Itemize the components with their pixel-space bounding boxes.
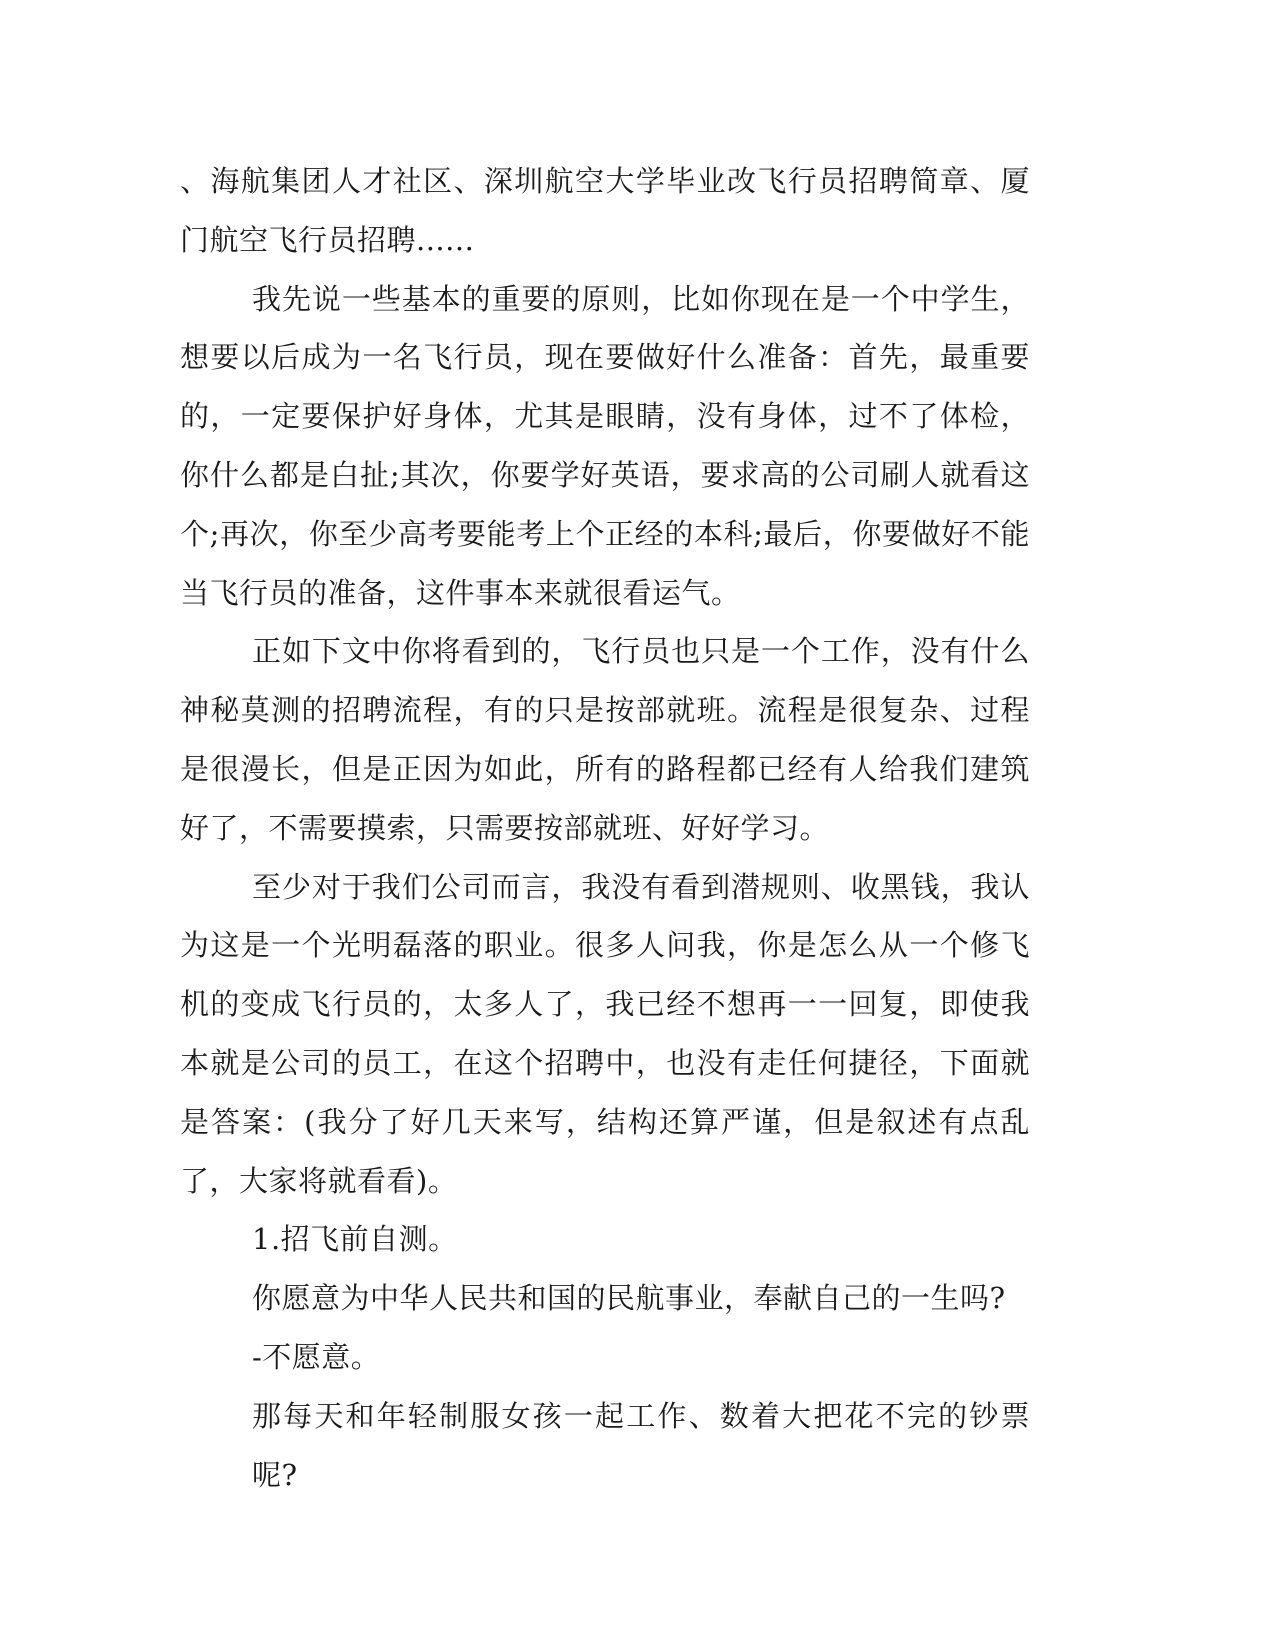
paragraph-3: 正如下文中你将看到的，飞行员也只是一个工作，没有什么神秘莫测的招聘流程，有的只是按部就班。流程是很复杂、过程是很漫长，但是正因为如此，所有的路程都已经有人给我们建筑好了，不需要摸索，只需要按部就班、好好学习。 [180, 634, 1030, 845]
paragraph-1: 、海航集团人才社区、深圳航空大学毕业改飞行员招聘简章、厦门航空飞行员招聘...... [180, 164, 1030, 257]
paragraph-2: 我先说一些基本的重要的原则，比如你现在是一个中学生，想要以后成为一名飞行员，现在要做好什么准备：首先，最重要的，一定要保护好身体，尤其是眼睛，没有身体，过不了体检，你什么都是白扯;其次，你要学好英语，要求高的公司刷人就看这个;再次，你至少高考要能考上个正经的本科;最后，你要做好不能当飞行员的准备，这件事本来就很看运气。 [180, 281, 1030, 610]
section-heading: 1.招飞前自测。 [252, 1222, 458, 1257]
paragraph-4: 至少对于我们公司而言，我没有看到潜规则、收黑钱，我认为这是一个光明磊落的职业。很多人问我，你是怎么从一个修飞机的变成飞行员的，太多人了，我已经不想再一一回复，即使我本就是公司的员工，在这个招聘中，也没有走任何捷径，下面就是答案：(我分了好几天来写，结构还算严谨，但是叙述有点乱了，大家将就看看)。 [180, 869, 1030, 1198]
question-line: 你愿意为中华人民共和国的民航事业，奉献自己的一生吗? [252, 1281, 1006, 1316]
answer-line: -不愿意。 [252, 1339, 381, 1374]
followup-question-line: 那每天和年轻制服女孩一起工作、数着大把花不完的钞票呢? [252, 1398, 1030, 1492]
document-body [180, 152, 1030, 1504]
